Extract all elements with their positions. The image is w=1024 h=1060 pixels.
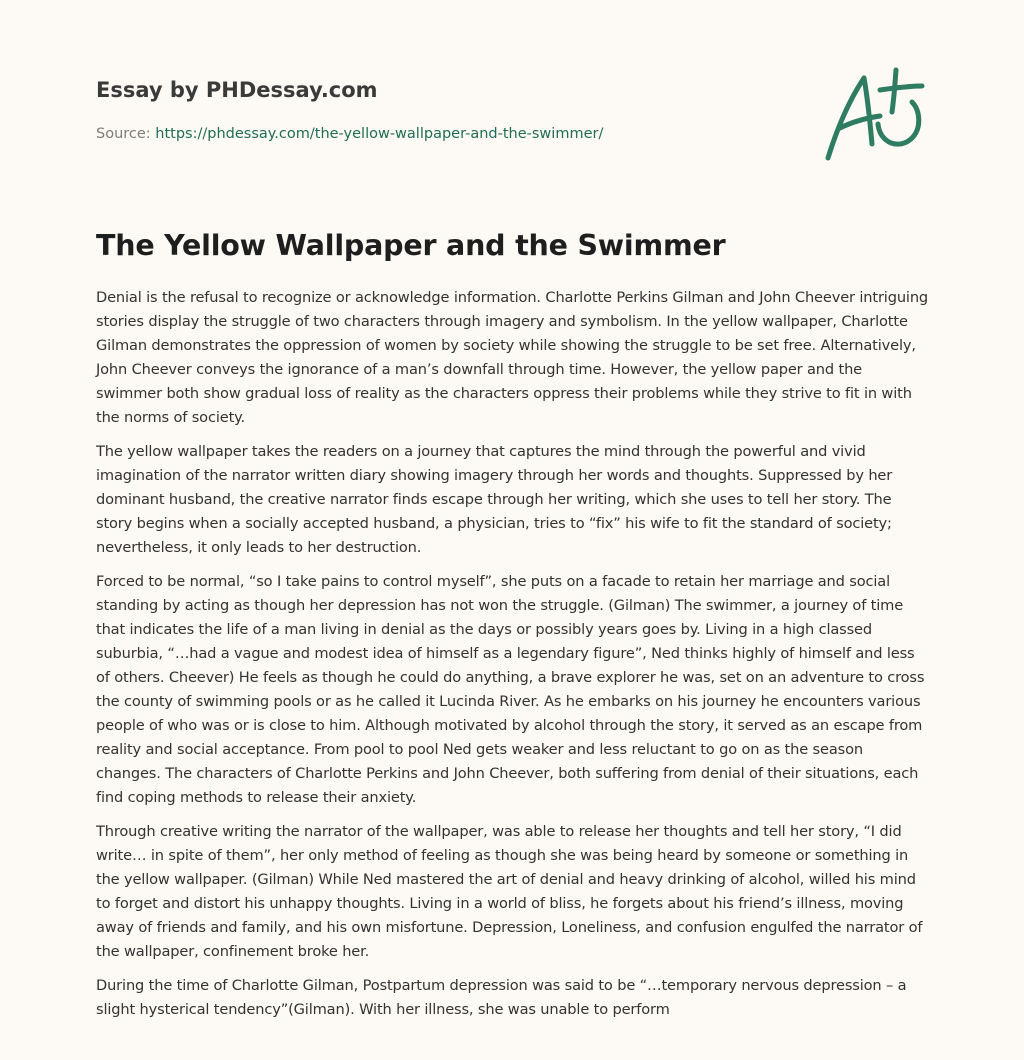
source-line	[96, 124, 656, 144]
essay-title: The Yellow Wallpaper and the Swimmer	[96, 229, 726, 262]
essay-paragraph: Forced to be normal, “so I take pains to control myself”, she puts on a facade to retain her marriage and social standing by acting as though her depression has not won the struggle. (Gilman) The swimmer, a journey of time that indicates the life of a man living in denial as the days or possibly years goes by. Living in a high classed suburbia, “…had a vague and modest idea of himself as a legendary figure”, Ned thinks highly of himself and less of others. Cheever) He feels as though he could do anything, a brave explorer he was, set on an adventure to cross the county of swimming pools or as he called it Lucinda River. As he embarks on his journey he encounters various people of who was or is close to him. Although motivated by alcohol through the story, it served as an escape from reality and social acceptance. From pool to pool Ned gets weaker and less reluctant to go on as the season changes. The characters of Charlotte Perkins and John Cheever, both suffering from denial of their situations, each find coping methods to release their anxiety.	[96, 573, 925, 806]
source-label: Source:	[96, 126, 151, 142]
essay-paragraph: During the time of Charlotte Gilman, Postpartum depression was said to be “…temporary nervous depression – a slight hysterical tendency”(Gilman). With her illness, she was unable to perform	[96, 977, 907, 1018]
essay-paragraph: Denial is the refusal to recognize or acknowledge information. Charlotte Perkins Gilman and John Cheever intriguing stories display the struggle of two characters through imagery and symbolism. In the yellow wallpaper, Charlotte Gilman demonstrates the oppression of women by society while showing the struggle to be set free. Alternatively, John Cheever conveys the ignorance of a man’s downfall through time. However, the yellow paper and the swimmer both show gradual loss of reality as the characters oppress their problems while they strive to fit in with the norms of society.	[96, 289, 929, 426]
source-link[interactable]: https://phdessay.com/the-yellow-wallpaper-and-the-swimmer/	[155, 126, 604, 142]
essay-paragraph: The yellow wallpaper takes the readers on a journey that captures the mind through the powerful and vivid imagination of the narrator written diary showing imagery through her words and thoughts. Suppressed by her dominant husband, the creative narrator finds escape through her writing, which she uses to tell her story. The story begins when a socially accepted husband, a physician, tries to “fix” his wife to fit the standard of society; nevertheless, it only leads to her destruction.	[96, 443, 893, 556]
a-plus-logo-svg	[822, 66, 932, 166]
a-plus-icon	[822, 66, 932, 166]
essay-body	[96, 286, 932, 1032]
essay-paragraph: Through creative writing the narrator of the wallpaper, was able to release her thoughts and tell her story, “I did write… in spite of them”, her only method of feeling as though she was being heard by someone or something in the yellow wallpaper. (Gilman) While Ned mastered the art of denial and heavy drinking of alcohol, willed his mind to forget and distort his unhappy thoughts. Living in a world of bliss, he forgets about his friend’s illness, moving away of friends and family, and his own misfortune. Depression, Loneliness, and confusion engulfed the narrator of the wallpaper, confinement broke her.	[96, 823, 923, 960]
essay-header	[96, 72, 656, 144]
site-brand: Essay by PHDessay.com	[96, 78, 378, 102]
